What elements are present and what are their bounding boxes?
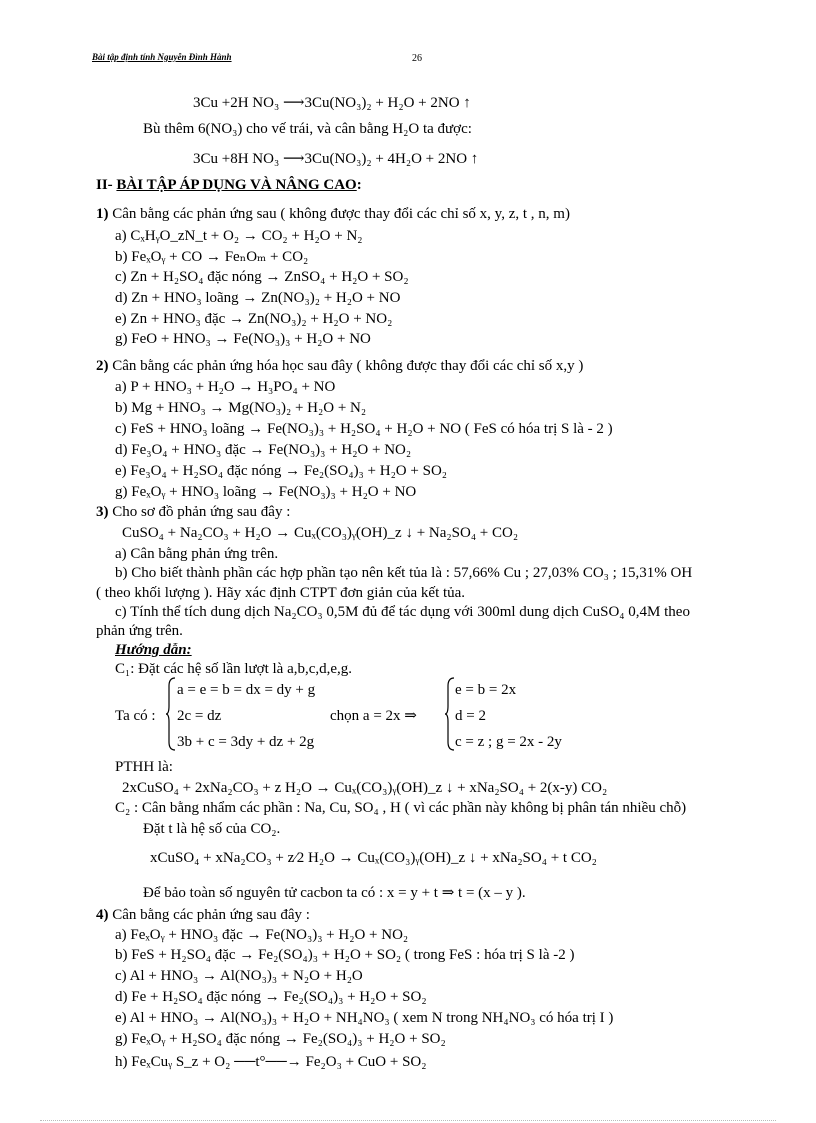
text-line: Để bảo toàn số nguyên tử cacbon ta có : x = y + t ⇒ t = (x – y ). — [143, 885, 526, 901]
equation-line: CuSO₄ + Na₂CO₃ + H₂O → Cuₓ(CO₃)ᵧ(OH)_z ↓ + Na₂SO₄ + CO₂ — [122, 525, 519, 541]
equation-line: g) FeO + HNO₃ → Fe(NO₃)₃ + H₂O + NO — [115, 331, 371, 347]
text-line: c) Tính thể tích dung dịch Na₂CO₃ 0,5M đủ để tác dụng với 300ml dung dịch CuSO₄ 0,4M theo — [115, 604, 690, 620]
equation-line: d) Zn + HNO₃ loãng → Zn(NO₃)₂ + H₂O + NO — [115, 290, 401, 306]
equation-line: e) Zn + HNO₃ đặc → Zn(NO₃)₂ + H₂O + NO₂ — [115, 311, 393, 327]
equation-line: c) Zn + H₂SO₄ đặc nóng → ZnSO₄ + H₂O + SO₂ — [115, 269, 409, 285]
question-1 — [96, 205, 570, 223]
page-number: 26 — [412, 53, 422, 64]
page-bottom-rule — [40, 1120, 776, 1121]
equation-line: e) Al + HNO₃ → Al(NO₃)₃ + H₂O + NH₄NO₃ ( xem N trong NH₄NO₃ có hóa trị I ) — [115, 1010, 614, 1026]
guide-heading: Hướng dẫn: — [115, 642, 192, 658]
question-number: 3) — [96, 504, 109, 520]
text-line: PTHH là: — [115, 759, 173, 775]
text-line: C₁: Đặt các hệ số lần lượt là a,b,c,d,e,g. — [115, 661, 353, 677]
question-4 — [96, 906, 310, 924]
equation-line: a) FeₓOᵧ + HNO₃ đặc → Fe(NO₃)₃ + H₂O + NO₂ — [115, 927, 409, 943]
equation-line: c) FeS + HNO₃ loãng → Fe(NO₃)₃ + H₂SO₄ + H₂O + NO ( FeS có hóa trị S là - 2 ) — [115, 421, 613, 437]
equation-line: b) FeₓOᵧ + CO → FeₙOₘ + CO₂ — [115, 249, 309, 265]
text-line: Bù thêm 6(NO₃) cho vế trái, và cân bằng H₂O ta được: — [143, 121, 472, 137]
equation-line: c = z ; g = 2x - 2y — [455, 734, 562, 750]
question-text: Cân bằng các phản ứng hóa học sau đây ( không được thay đổi các chỉ số x,y ) — [108, 358, 584, 374]
equation-line: g) FeₓOᵧ + HNO₃ loãng → Fe(NO₃)₃ + H₂O + NO — [115, 484, 417, 500]
question-number: 2) — [96, 358, 109, 374]
equation-line: g) FeₓOᵧ + H₂SO₄ đặc nóng → Fe₂(SO₄)₃ + H₂O + SO₂ — [115, 1031, 446, 1047]
section-suffix: : — [356, 177, 362, 193]
text-line: Ta có : — [115, 708, 156, 724]
question-text: Cân bằng các phản ứng sau đây : — [108, 907, 310, 923]
question-number: 1) — [96, 206, 109, 222]
equation-line: d = 2 — [455, 708, 486, 724]
page-header-author: Bài tập định tính Nguyễn Đình Hành — [92, 52, 232, 62]
equation-line: c) Al + HNO₃ → Al(NO₃)₃ + N₂O + H₂O — [115, 968, 363, 984]
text-line: a) Cân bằng phản ứng trên. — [115, 546, 279, 562]
text-line: ( theo khối lượng ). Hãy xác định CTPT đơn giản của kết tủa. — [96, 585, 466, 601]
equation-line: b) FeS + H₂SO₄ đặc → Fe₂(SO₄)₃ + H₂O + SO₂ ( trong FeS : hóa trị S là -2 ) — [115, 947, 575, 963]
text-line: C₂ : Cân bằng nhẩm các phần : Na, Cu, SO₄ , H ( vì các phần này không bị phân tán nhiều chỗ) — [115, 800, 687, 816]
text-line: Đặt t là hệ số của CO₂. — [143, 821, 281, 837]
text-line: b) Cho biết thành phần các hợp phần tạo nên kết tủa là : 57,66% Cu ; 27,03% CO₃ ; 15,31% OH — [115, 565, 693, 581]
equation-line: xCuSO₄ + xNa₂CO₃ + z⁄2 H₂O → Cuₓ(CO₃)ᵧ(OH)_z ↓ + xNa₂SO₄ + t CO₂ — [150, 850, 597, 866]
question-number: 4) — [96, 907, 109, 923]
question-2 — [96, 357, 583, 375]
text-line: chọn a = 2x ⇒ — [330, 708, 417, 724]
section-title: BÀI TẬP ÁP DỤNG VÀ NÂNG CAO — [116, 177, 357, 193]
equation-line: a = e = b = dx = dy + g — [177, 682, 316, 698]
equation-line: h) FeₓCuᵧ S_z + O₂ ──t°──→ Fe₂O₃ + CuO + SO₂ — [115, 1054, 427, 1070]
question-3 — [96, 503, 290, 521]
equation-line: e) Fe₃O₄ + H₂SO₄ đặc nóng → Fe₂(SO₄)₃ + H₂O + SO₂ — [115, 463, 448, 479]
equation-line: 2c = dz — [177, 708, 222, 724]
equation-line: a) CₓHᵧO_zN_t + O₂ → CO₂ + H₂O + N₂ — [115, 228, 363, 244]
equation-line: 3Cu +2H NO₃ ⟶3Cu(NO₃)₂ + H₂O + 2NO ↑ — [193, 95, 471, 111]
section-prefix: II- — [96, 177, 117, 193]
equation-line: 3Cu +8H NO₃ ⟶3Cu(NO₃)₂ + 4H₂O + 2NO ↑ — [193, 151, 479, 167]
question-text: Cho sơ đồ phản ứng sau đây : — [108, 504, 291, 520]
equation-line: d) Fe₃O₄ + HNO₃ đặc → Fe(NO₃)₃ + H₂O + NO₂ — [115, 442, 412, 458]
section-heading — [96, 176, 362, 194]
equation-line: d) Fe + H₂SO₄ đặc nóng → Fe₂(SO₄)₃ + H₂O + SO₂ — [115, 989, 427, 1005]
brace-icon — [165, 676, 177, 752]
equation-line: 3b + c = 3dy + dz + 2g — [177, 734, 315, 750]
equation-line: b) Mg + HNO₃ → Mg(NO₃)₂ + H₂O + N₂ — [115, 400, 367, 416]
equation-line: 2xCuSO₄ + 2xNa₂CO₃ + z H₂O → Cuₓ(CO₃)ᵧ(OH)_z ↓ + xNa₂SO₄ + 2(x-y) CO₂ — [122, 780, 608, 796]
text-line: phản ứng trên. — [96, 623, 183, 639]
question-text: Cân bằng các phản ứng sau ( không được thay đổi các chỉ số x, y, z, t , n, m) — [108, 206, 570, 222]
equation-line: a) P + HNO₃ + H₂O → H₃PO₄ + NO — [115, 379, 336, 395]
equation-line: e = b = 2x — [455, 682, 517, 698]
